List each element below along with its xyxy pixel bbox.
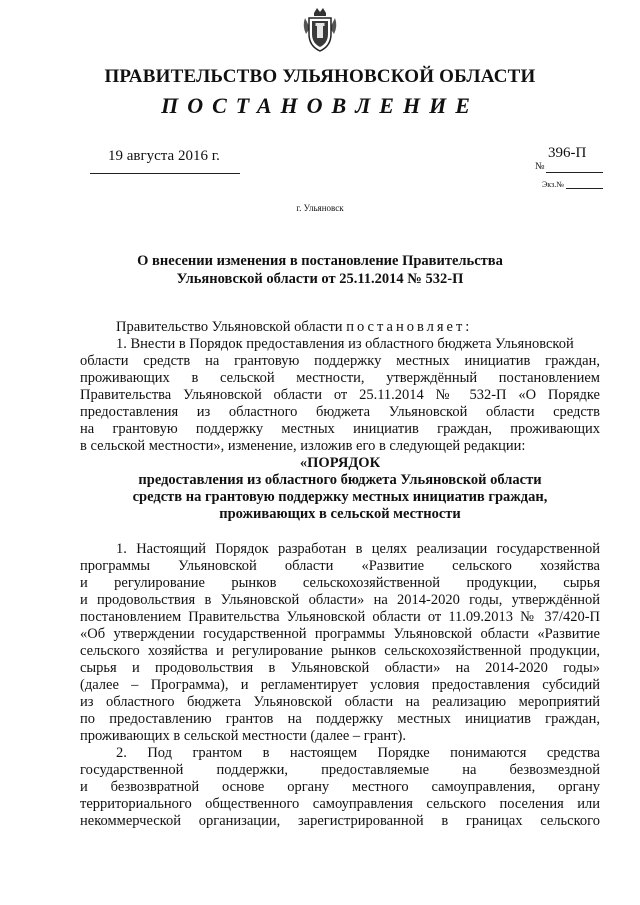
spacer	[80, 523, 600, 541]
para1-line: (далее – Программа), и регламентирует условия предоставления субсидий	[80, 677, 600, 693]
date-underline	[90, 173, 240, 174]
para1-line: проживающих в сельской местности (далее – грант).	[80, 728, 406, 744]
number-underline	[546, 172, 603, 173]
point1-line: в сельской местности», изменение, изложив его в следующей редакции:	[80, 438, 526, 454]
para2-line: некоммерческой организации, зарегистрированной в границах сельского	[80, 813, 600, 829]
preamble	[80, 319, 600, 336]
copy-number-label: Экз.№	[542, 180, 564, 189]
title-line: О внесении изменения в постановление Правительства	[137, 253, 503, 269]
para1-line: программы Ульяновской области «Развитие сельского хозяйства	[80, 558, 600, 574]
para1-line: и регулирование рынков сельскохозяйственной продукции, сырья	[80, 575, 600, 591]
document-title	[0, 252, 640, 288]
para1-line: «Об утверждении государственной программы Ульяновской области «Развитие	[80, 626, 600, 642]
preamble-action: постановляет:	[346, 319, 473, 335]
copy-number-underline	[566, 188, 603, 189]
government-name: ПРАВИТЕЛЬСТВО УЛЬЯНОВСКОЙ ОБЛАСТИ	[104, 66, 536, 87]
para2-line: государственной поддержки, предоставляемые на безвозмездной	[80, 762, 600, 778]
document-body	[80, 319, 600, 830]
number-sign: №	[535, 161, 545, 172]
para1-line: постановлением Правительства Ульяновской области от 11.09.2013 № 37/420-П	[80, 609, 600, 625]
para2-line: и безвозвратной основе органу местного самоуправления, органу	[80, 779, 600, 795]
para1-line: сельского хозяйства и регулирование рынков сельскохозяйственной продукции,	[80, 643, 600, 659]
order-title-line: проживающих в сельской местности	[219, 506, 461, 522]
point1-line: на грантовую поддержку местных инициатив граждан, проживающих	[80, 421, 600, 437]
order-title-line: средств на грантовую поддержку местных инициатив граждан,	[132, 489, 548, 505]
point1-line: области средств на грантовую поддержку местных инициатив граждан,	[80, 353, 600, 369]
order-title-line: «ПОРЯДОК	[299, 455, 381, 471]
coat-of-arms-icon	[300, 4, 340, 54]
para2-line: 2. Под грантом в настоящем Порядке понимаются средства	[116, 745, 600, 761]
point1-line: 1. Внести в Порядок предоставления из областного бюджета Ульяновской	[116, 336, 574, 352]
para1-line: сырья и продовольствия в Ульяновской области» на 2014-2020 годы»	[80, 660, 600, 676]
para1-line: 1. Настоящий Порядок разработан в целях реализации государственной	[116, 541, 600, 557]
document-date: 19 августа 2016 г.	[108, 148, 220, 164]
document-number: 396-П	[548, 145, 587, 161]
city-name: г. Ульяновск	[296, 203, 344, 213]
point1-line: Правительства Ульяновской области от 25.11.2014 № 532-П «О Порядке	[80, 387, 600, 403]
point1-line: проживающих в сельской местности, утверждённый постановлением	[80, 370, 600, 386]
para1-line: по предоставлению грантов на поддержку местных инициатив граждан,	[80, 711, 600, 727]
para1-line: и продовольствия в Ульяновской области» на 2014-2020 годы, утверждённой	[80, 592, 600, 608]
point1-line: предоставления из областного бюджета Ульяновской области средств	[80, 404, 600, 420]
document-type: ПОСТАНОВЛЕНИЕ	[161, 93, 479, 118]
order-title-line: предоставления из областного бюджета Ульяновской области	[138, 472, 542, 488]
para2-line: территориального общественного самоуправления сельского поселения или	[80, 796, 600, 812]
para1-line: из областного бюджета Ульяновской области на реализацию мероприятий	[80, 694, 600, 710]
title-line: Ульяновской области от 25.11.2014 № 532-П	[176, 271, 464, 287]
preamble-lead: Правительство Ульяновской области	[116, 319, 343, 335]
